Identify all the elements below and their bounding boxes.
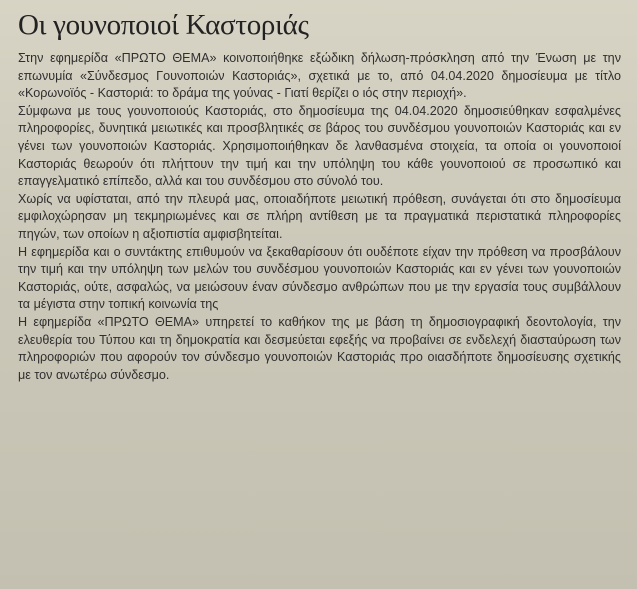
- paragraph-claims: Σύμφωνα με τους γουνοποιούς Καστοριάς, στο δημοσίευμα της 04.04.2020 δημοσιεύθηκαν εσφαλμένες πληροφορίες, δυνητικά μειωτικές και προσβλητικές σε βάρος του συνδέσμου γουνοποιών Καστοριάς και εν γένει των γουνοποιών Καστοριάς. Χρησιμοποιήθηκαν δε λανθασμένα στοιχεία, τα οποία οι γουνοποιοί Καστοριάς θεωρούν ότι πλήττουν την τιμή και την υπόληψη του κάθε γουνοποιού σε προσωπικό και επαγγελματικό επίπεδο, αλλά και του συνδέσμου στο σύνολό του.: [18, 103, 621, 189]
- paragraph-intro: Στην εφημερίδα «ΠΡΩΤΟ ΘΕΜΑ» κοινοποιήθηκε εξώδικη δήλωση-πρόσκληση από την Ένωση με την επωνυμία «Σύνδεσμος Γουνοποιών Καστοριάς», σχετικά με το, από 04.04.2020 δημοσίευμα με τίτλο «Κορωνοϊός - Καστοριά: το δράμα της γούνας - Γιατί θερίζει ο ιός στην περιοχή».: [18, 51, 621, 101]
- article-body: [18, 50, 621, 384]
- paragraph-clarification: Η εφημερίδα και ο συντάκτης επιθυμούν να ξεκαθαρίσουν ότι ουδέποτε είχαν την πρόθεση να προσβάλουν την τιμή και την υπόληψη των μελών του συνδέσμου γουνοποιών Καστοριάς και εν γένει των γουνοποιών Καστοριάς, ούτε, ασφαλώς, να μειώσουν έναν σύνδεσμο ανθρώπων που με την εργασία τους συμβάλλουν τα μέγιστα στην τοπική κοινωνία της: [18, 244, 621, 312]
- paragraph-no-intent: Χωρίς να υφίσταται, από την πλευρά μας, οποιαδήποτε μειωτική πρόθεση, συνάγεται ότι στο δημοσίευμα εμφιλοχώρησαν μη τεκμηριωμένες και σε πλήρη αντίθεση με τα πραγματικά περιστατικά πληροφορίες πηγών, των οποίων η αξιοπιστία αμφισβητείται.: [18, 191, 621, 241]
- article-title: Οι γουνοποιοί Καστοριάς: [18, 9, 309, 41]
- paragraph-commitment: Η εφημερίδα «ΠΡΩΤΟ ΘΕΜΑ» υπηρετεί το καθήκον της με βάση τη δημοσιογραφική δεοντολογία, την ελευθερία του Τύπου και τη δημοκρατία και δεσμεύεται εφεξής να προβαίνει σε ενδελεχή διασταύρωση των πληροφοριών που αφορούν τον σύνδεσμο γουνοποιών Καστοριάς προ οιασδήποτε δημοσίευσης σχετικής με τον ανωτέρω σύνδεσμο.: [18, 314, 621, 382]
